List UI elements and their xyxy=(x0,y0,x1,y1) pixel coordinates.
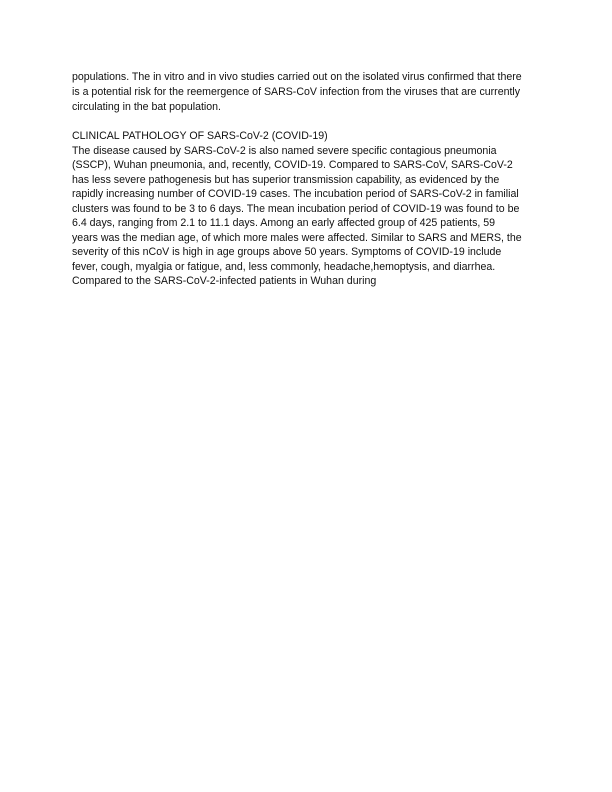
intro-line: is a potential risk for the reemergence of SARS-CoV infection from the viruses that are currently xyxy=(72,86,521,98)
body-line: severity of this nCoV is high in age groups above 50 years. Symptoms of COVID-19 include xyxy=(72,246,502,258)
body-line: Compared to the SARS-CoV-2-infected patients in Wuhan during xyxy=(72,275,377,287)
intro-line: populations. The in vitro and in vivo studies carried out on the isolated virus confirmed that there xyxy=(72,71,522,83)
section-heading: CLINICAL PATHOLOGY OF SARS-CoV-2 (COVID-19) xyxy=(72,130,328,142)
intro-line: circulating in the bat population. xyxy=(72,101,222,113)
body-line: (SSCP), Wuhan pneumonia, and, recently, COVID-19. Compared to SARS-CoV, SARS-CoV-2 xyxy=(72,159,513,171)
body-line: The disease caused by SARS-CoV-2 is also named severe specific contagious pneumonia xyxy=(72,145,497,157)
body-line: years was the median age, of which more males were affected. Similar to SARS and MERS, the xyxy=(72,232,522,244)
body-line: has less severe pathogenesis but has superior transmission capability, as evidenced by the xyxy=(72,174,500,186)
body-line: 6.4 days, ranging from 2.1 to 11.1 days. Among an early affected group of 425 patients, 59 xyxy=(72,217,496,229)
body-line: clusters was found to be 3 to 6 days. The mean incubation period of COVID-19 was found to be xyxy=(72,203,520,215)
body-line: rapidly increasing number of COVID-19 cases. The incubation period of SARS-CoV-2 in familial xyxy=(72,188,519,200)
body-line: fever, cough, myalgia or fatigue, and, less commonly, headache,hemoptysis, and diarrhea. xyxy=(72,261,496,273)
